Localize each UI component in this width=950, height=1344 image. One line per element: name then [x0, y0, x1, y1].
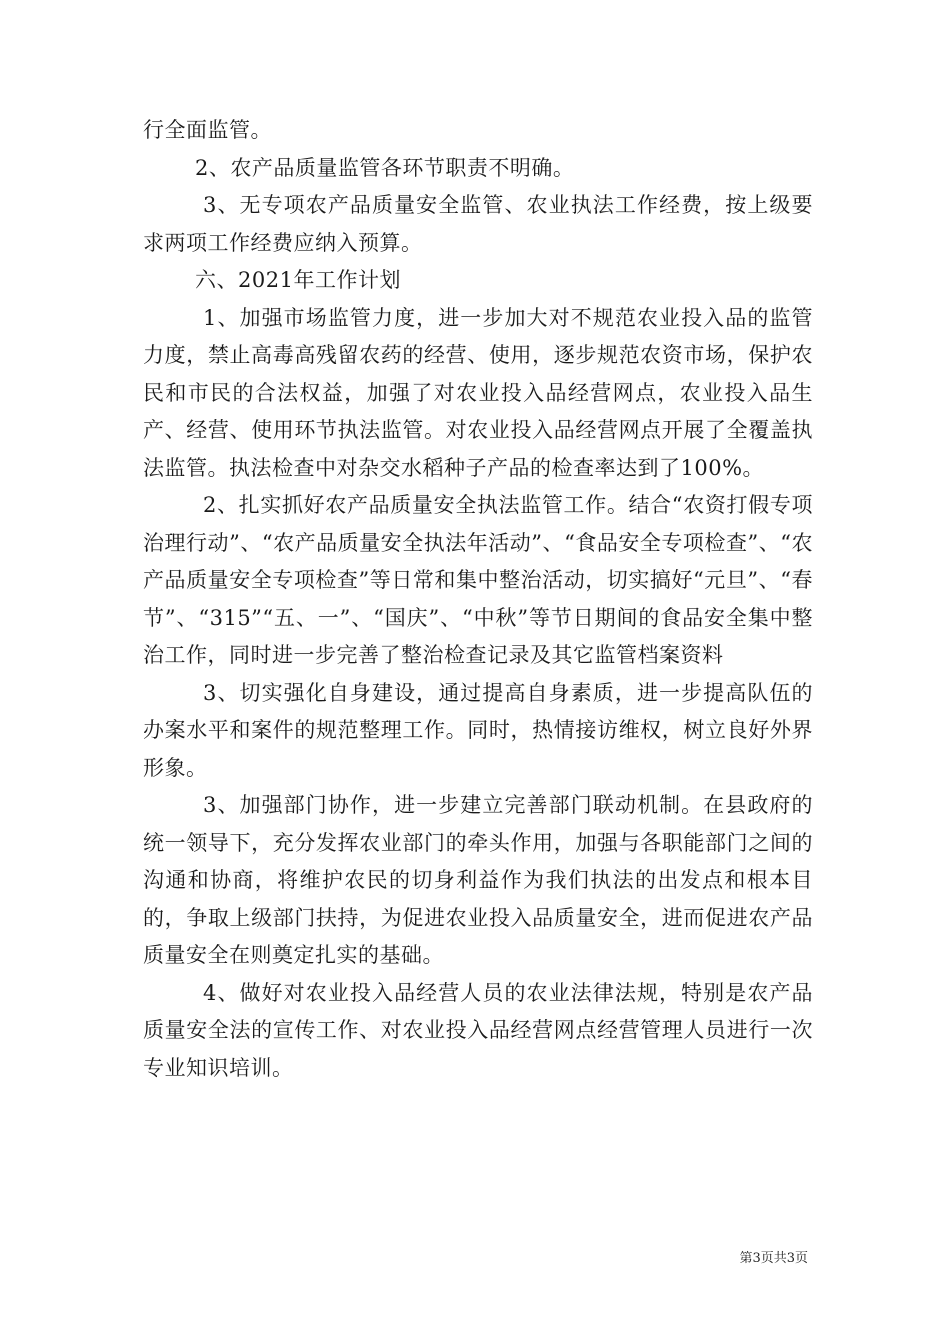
paragraph-plan-4-training: 4、做好对农业投入品经营人员的农业法律法规，特别是农产品质量安全法的宣传工作、对农业投入品经营网点经营管理人员进行一次专业知识培训。: [143, 980, 813, 1080]
paragraph-item-2-responsibility: 2、农产品质量监管各环节职责不明确。: [195, 155, 575, 180]
paragraph-plan-2-enforcement: 2、扎实抓好农产品质量安全执法监管工作。结合“农资打假专项治理行动”、“农产品质量安全执法年活动”、“食品安全专项检查”、“农产品质量安全专项检查”等日常和集中整治活动，切实搞好“元旦”、“春节”、“315”“五、一”、“国庆”、“中秋”等节日期间的食品安全集中整治工作，同时进一步完善了整治检查记录及其它监管档案资料: [143, 493, 813, 667]
paragraph-item-3-funding: 3、无专项农产品质量安全监管、农业执法工作经费，按上级要求两项工作经费应纳入预算。: [143, 193, 813, 255]
document-body: [143, 112, 813, 1087]
page-number-footer: 第3页共3页: [739, 1251, 808, 1266]
paragraph-plan-3-self-building: 3、切实强化自身建设，通过提高自身素质，进一步提高队伍的办案水平和案件的规范整理工作。同时，热情接访维权，树立良好外界形象。: [143, 680, 813, 780]
paragraph-plan-1-market-supervision: 1、加强市场监管力度，进一步加大对不规范农业投入品的监管力度，禁止高毒高残留农药的经营、使用，逐步规范农资市场，保护农民和市民的合法权益，加强了对农业投入品经营网点，农业投入品生产、经营、使用环节执法监管。对农业投入品经营网点开展了全覆盖执法监管。执法检查中对杂交水稻种子产品的检查率达到了100%。: [143, 305, 813, 480]
section-heading-work-plan: 六、2021年工作计划: [195, 268, 401, 292]
paragraph-plan-3-cooperation: 3、加强部门协作，进一步建立完善部门联动机制。在县政府的统一领导下，充分发挥农业部门的牵头作用，加强与各职能部门之间的沟通和协商，将维护农民的切身利益作为我们执法的出发点和根本目的，争取上级部门扶持，为促进农业投入品质量安全，进而促进农产品质量安全在则奠定扎实的基础。: [143, 793, 813, 967]
paragraph-continuation: 行全面监管。: [143, 118, 272, 142]
